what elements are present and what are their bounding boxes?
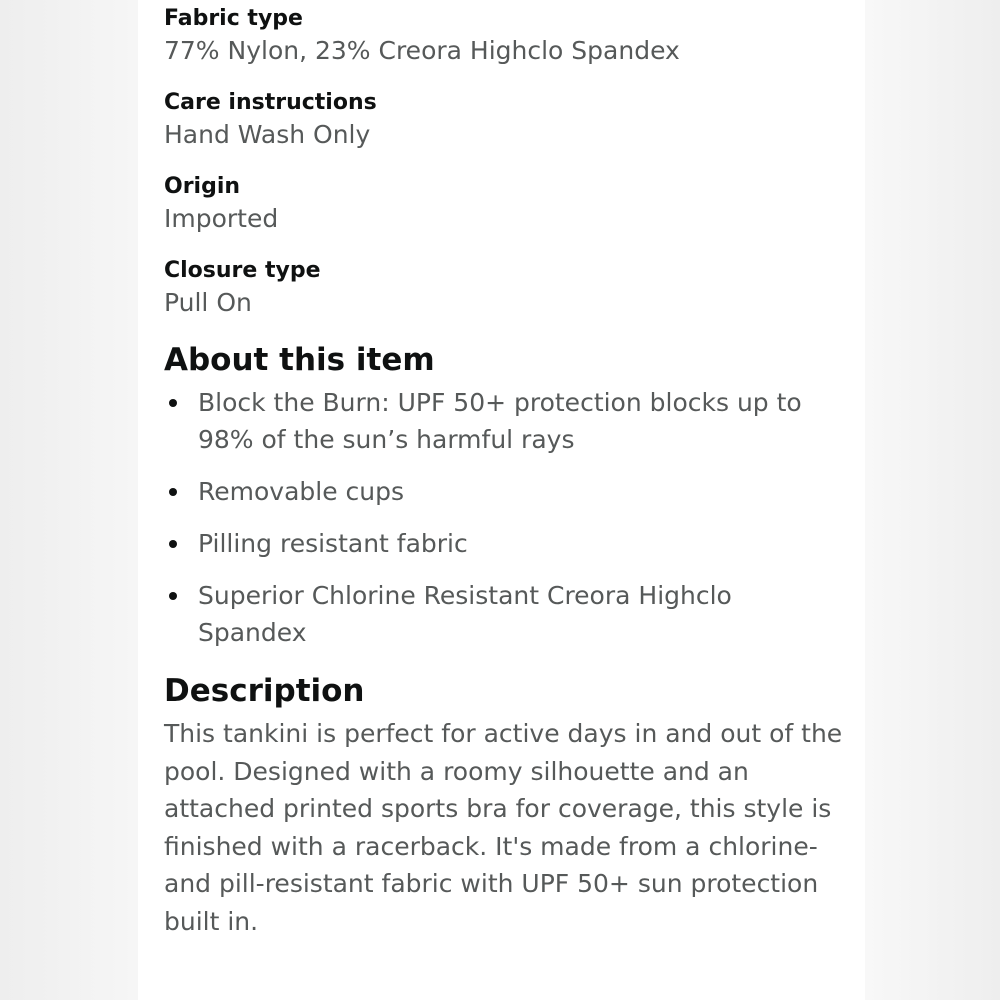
attribute-value: Imported xyxy=(164,204,279,233)
attribute-fabric-type xyxy=(164,4,844,68)
attribute-value: Pull On xyxy=(164,288,252,317)
left-background xyxy=(0,0,138,1000)
list-item xyxy=(164,525,844,562)
attribute-value: Hand Wash Only xyxy=(164,120,371,149)
about-bullet-list xyxy=(164,384,844,651)
bullet-text: Block the Burn: UPF 50+ protection blocks up to 98% of the sun’s harmful rays xyxy=(198,388,802,454)
about-section-title: About this item xyxy=(164,342,435,378)
list-item xyxy=(164,384,844,458)
attribute-value: 77% Nylon, 23% Creora Highclo Spandex xyxy=(164,36,680,65)
attribute-care-instructions xyxy=(164,88,844,152)
description-text: This tankini is perfect for active days in and out of the pool. Designed with a roomy silhouette and an attached printed sports bra for coverage, this style is finished with a racerback. It's made from a chlorine- and pill-resistant fabric with UPF 50+ sun protection built in. xyxy=(164,719,843,936)
bullet-dot-icon xyxy=(169,540,177,548)
product-details-content xyxy=(164,4,844,940)
bullet-dot-icon xyxy=(169,488,177,496)
attribute-label: Care instructions xyxy=(164,90,377,115)
attribute-closure-type xyxy=(164,256,844,320)
bullet-dot-icon xyxy=(169,399,177,407)
product-details-panel xyxy=(138,0,865,1000)
attribute-label: Origin xyxy=(164,174,241,199)
attribute-origin xyxy=(164,172,844,236)
attribute-label: Closure type xyxy=(164,258,321,283)
bullet-text: Removable cups xyxy=(198,477,405,506)
list-item xyxy=(164,577,844,651)
list-item xyxy=(164,473,844,510)
attribute-label: Fabric type xyxy=(164,6,303,31)
description-section-title: Description xyxy=(164,673,365,709)
right-background xyxy=(865,0,1000,1000)
bullet-dot-icon xyxy=(169,592,177,600)
bullet-text: Pilling resistant fabric xyxy=(198,529,468,558)
bullet-text: Superior Chlorine Resistant Creora Highclo Spandex xyxy=(198,581,732,647)
